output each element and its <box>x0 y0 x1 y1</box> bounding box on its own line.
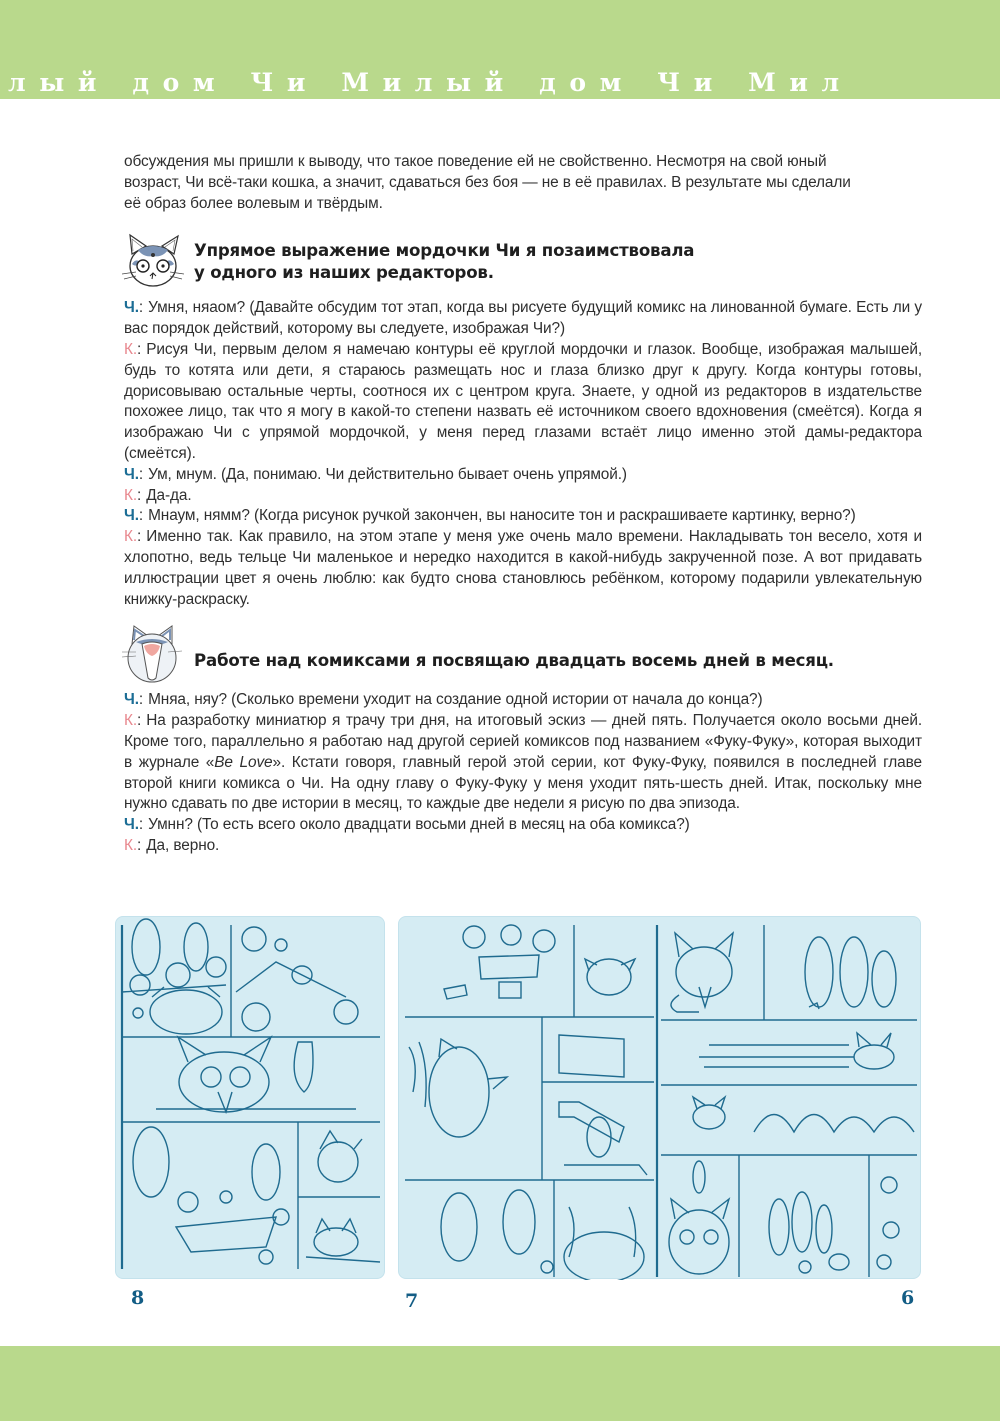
intro-line: обсуждения мы пришли к выводу, что такое поведение ей не свойственно. Несмотря на свой юный <box>124 153 827 170</box>
dialogue-text: Мнаум, нямм? (Когда рисунок ручкой закончен, вы наносите тон и раскрашиваете картинку, верно?) <box>148 507 856 525</box>
heading-line: Работе над комиксами я посвящаю двадцать восемь дней в месяц. <box>194 651 834 671</box>
dialogue-line: К.: Да, верно. <box>124 836 220 854</box>
intro-line: её образ более волевым и твёрдым. <box>124 194 383 212</box>
comic-sketch-drawing <box>399 917 922 1280</box>
cat-stubborn-face-icon <box>122 232 184 292</box>
intro-paragraph <box>124 152 922 214</box>
page-number-left: 8 <box>131 1287 145 1309</box>
dialogue-text: Рисуя Чи, первым делом я намечаю контуры её круглой мордочки и глазок. Вообще, изображая малышей, будь то котята или дети, я стараюсь размещать нос и глаза близко друг к другу. Когда контуры готовы, дорисовываю остальные черты, соотнося их с центром круга. Знаете, у одной из редакторов в издательстве похожее лицо, так что я могу в какой-то степени назвать её источником своего вдохновения (смеётся). Когда я изображаю Чи с упрямой мордочкой, у меня перед глазами встаёт лицо именно этой дамы-редактора (смеётся). <box>124 340 922 462</box>
speaker-chi-label: Ч. <box>124 507 139 525</box>
dialogue-text: Да-да. <box>146 486 192 504</box>
heading-line: у одного из наших редакторов. <box>194 263 494 283</box>
section-heading-text <box>194 240 694 284</box>
comic-sketch-drawing <box>116 917 386 1280</box>
speaker-chi-label: Ч. <box>124 691 139 709</box>
bottom-decorative-band <box>0 1346 1000 1421</box>
article-body <box>124 152 922 857</box>
speaker-k-label: К. <box>124 486 138 504</box>
intro-line: возраст, Чи всё-таки кошка, а значит, сдаваться без боя — не в её правилах. В результате мы сделали <box>124 173 851 191</box>
magazine-title: Be Love <box>214 753 273 771</box>
dialogue-text: Ум, мнум. (Да, понимаю. Чи действительно бывает очень упрямой.) <box>148 465 627 483</box>
comic-sketch-pages-7-6 <box>398 916 921 1279</box>
comic-sketch-page-8 <box>115 916 385 1279</box>
dialogue-line: Ч.: Умня, няаом? (Давайте обсудим тот этап, когда вы рисуете будущий комикс на линованной бумаге. Есть ли у вас порядок действий, которому вы следуете, изображая Чи?) <box>124 299 922 338</box>
running-title: лый дом Чи Милый дом Чи Мил <box>8 68 853 96</box>
page-number-right: 6 <box>901 1287 915 1309</box>
heading-line: Упрямое выражение мордочки Чи я позаимствовала <box>194 241 695 261</box>
dialogue-line: К.: На разработку миниатюр я трачу три дня, на итоговый эскиз — дней пять. Получается около восьми дней. Кроме того, параллельно я работаю над другой серией комиксов под названием «Фуку-Фуку», которая выходит в журнале «Be Love». Кстати говоря, главный герой этой серии, кот Фуку-Фуку, появился в последней главе второй книги комикса о Чи. На одну главу о Фуку-Фуку у меня уходит пять-шесть дней. Итак, поскольку мне нужно сдавать по две истории в месяц, то каждые две недели я рисую по два эпизода. <box>124 712 922 813</box>
dialogue-section-1 <box>124 298 922 610</box>
speaker-chi-label: Ч. <box>124 465 139 483</box>
section-heading-2 <box>124 624 922 684</box>
dialogue-section-2 <box>124 690 922 856</box>
dialogue-line: К.: Рисуя Чи, первым делом я намечаю контуры её круглой мордочки и глазок. Вообще, изображая малышей, будь то котята или дети, я стараюсь размещать нос и глаза близко друг к другу. Когда контуры готовы, дорисовываю остальные черты, соотнося их с центром круга. Знаете, у одной из редакторов в издательстве похожее лицо, так что я могу в какой-то степени назвать её источником своего вдохновения (смеётся). Когда я изображаю Чи с упрямой мордочкой, у меня перед глазами встаёт лицо именно этой дамы-редактора (смеётся). <box>124 340 922 462</box>
cat-yawning-face-icon <box>122 624 184 684</box>
speaker-k-label: К. <box>124 712 138 730</box>
dialogue-line: Ч.: Мняа, няу? (Сколько времени уходит на создание одной истории от начала до конца?) <box>124 691 763 709</box>
speaker-k-label: К. <box>124 528 138 546</box>
speaker-k-label: К. <box>124 836 138 854</box>
speaker-chi-label: Ч. <box>124 299 139 317</box>
dialogue-line: К.: Именно так. Как правило, на этом этапе у меня уже очень мало времени. Накладывать тон весело, хотя и хлопотно, ведь тельце Чи маленькое и нередко находится в какой-нибудь закрученной позе. А вот придавать иллюстрации цвет я очень люблю: как будто снова становлюсь ребёнком, которому подарили увлекательную книжку-раскраску. <box>124 528 922 608</box>
dialogue-line: Ч.: Умнн? (То есть всего около двадцати восьми дней в месяц на оба комикса?) <box>124 816 690 834</box>
section-heading-1 <box>124 232 922 292</box>
dialogue-text: Умня, няаом? (Давайте обсудим тот этап, когда вы рисуете будущий комикс на линованной бумаге. Есть ли у вас порядок действий, которому вы следуете, изображая Чи?) <box>124 299 922 338</box>
dialogue-line: К.: Да-да. <box>124 486 192 504</box>
dialogue-text: Умнн? (То есть всего около двадцати восьми дней в месяц на оба комикса?) <box>148 816 690 834</box>
dialogue-text: Мняа, няу? (Сколько времени уходит на создание одной истории от начала до конца?) <box>148 691 763 709</box>
section-heading-text <box>194 650 834 672</box>
dialogue-text: ». Кстати говоря, главный герой этой серии, кот Фуку-Фуку, появился в последней главе второй книги комикса о Чи. На одну главу о Фуку-Фуку у меня уходит пять-шесть дней. Итак, поскольку мне нужно сдавать по две истории в месяц, то каждые две недели я рисую по два эпизода. <box>124 753 922 813</box>
top-decorative-band <box>0 0 1000 99</box>
page-number-middle: 7 <box>405 1290 419 1312</box>
dialogue-line: Ч.: Мнаум, нямм? (Когда рисунок ручкой закончен, вы наносите тон и раскрашиваете картинку, верно?) <box>124 507 856 525</box>
dialogue-line: Ч.: Ум, мнум. (Да, понимаю. Чи действительно бывает очень упрямой.) <box>124 465 627 483</box>
dialogue-text: Да, верно. <box>146 836 220 854</box>
dialogue-text: На разработку миниатюр я трачу три дня, на итоговый эскиз — дней пять. Получается около восьми дней. Кроме того, параллельно я работаю над другой серией комиксов под названием «Фуку-Фуку», которая выходит в журнале « <box>124 712 922 771</box>
speaker-k-label: К. <box>124 340 138 358</box>
speaker-chi-label: Ч. <box>124 816 139 834</box>
dialogue-text: Именно так. Как правило, на этом этапе у меня уже очень мало времени. Накладывать тон весело, хотя и хлопотно, ведь тельце Чи маленькое и нередко находится в какой-нибудь закрученной позе. А вот придавать иллюстрации цвет я очень люблю: как будто снова становлюсь ребёнком, которому подарили увлекательную книжку-раскраску. <box>124 528 922 608</box>
